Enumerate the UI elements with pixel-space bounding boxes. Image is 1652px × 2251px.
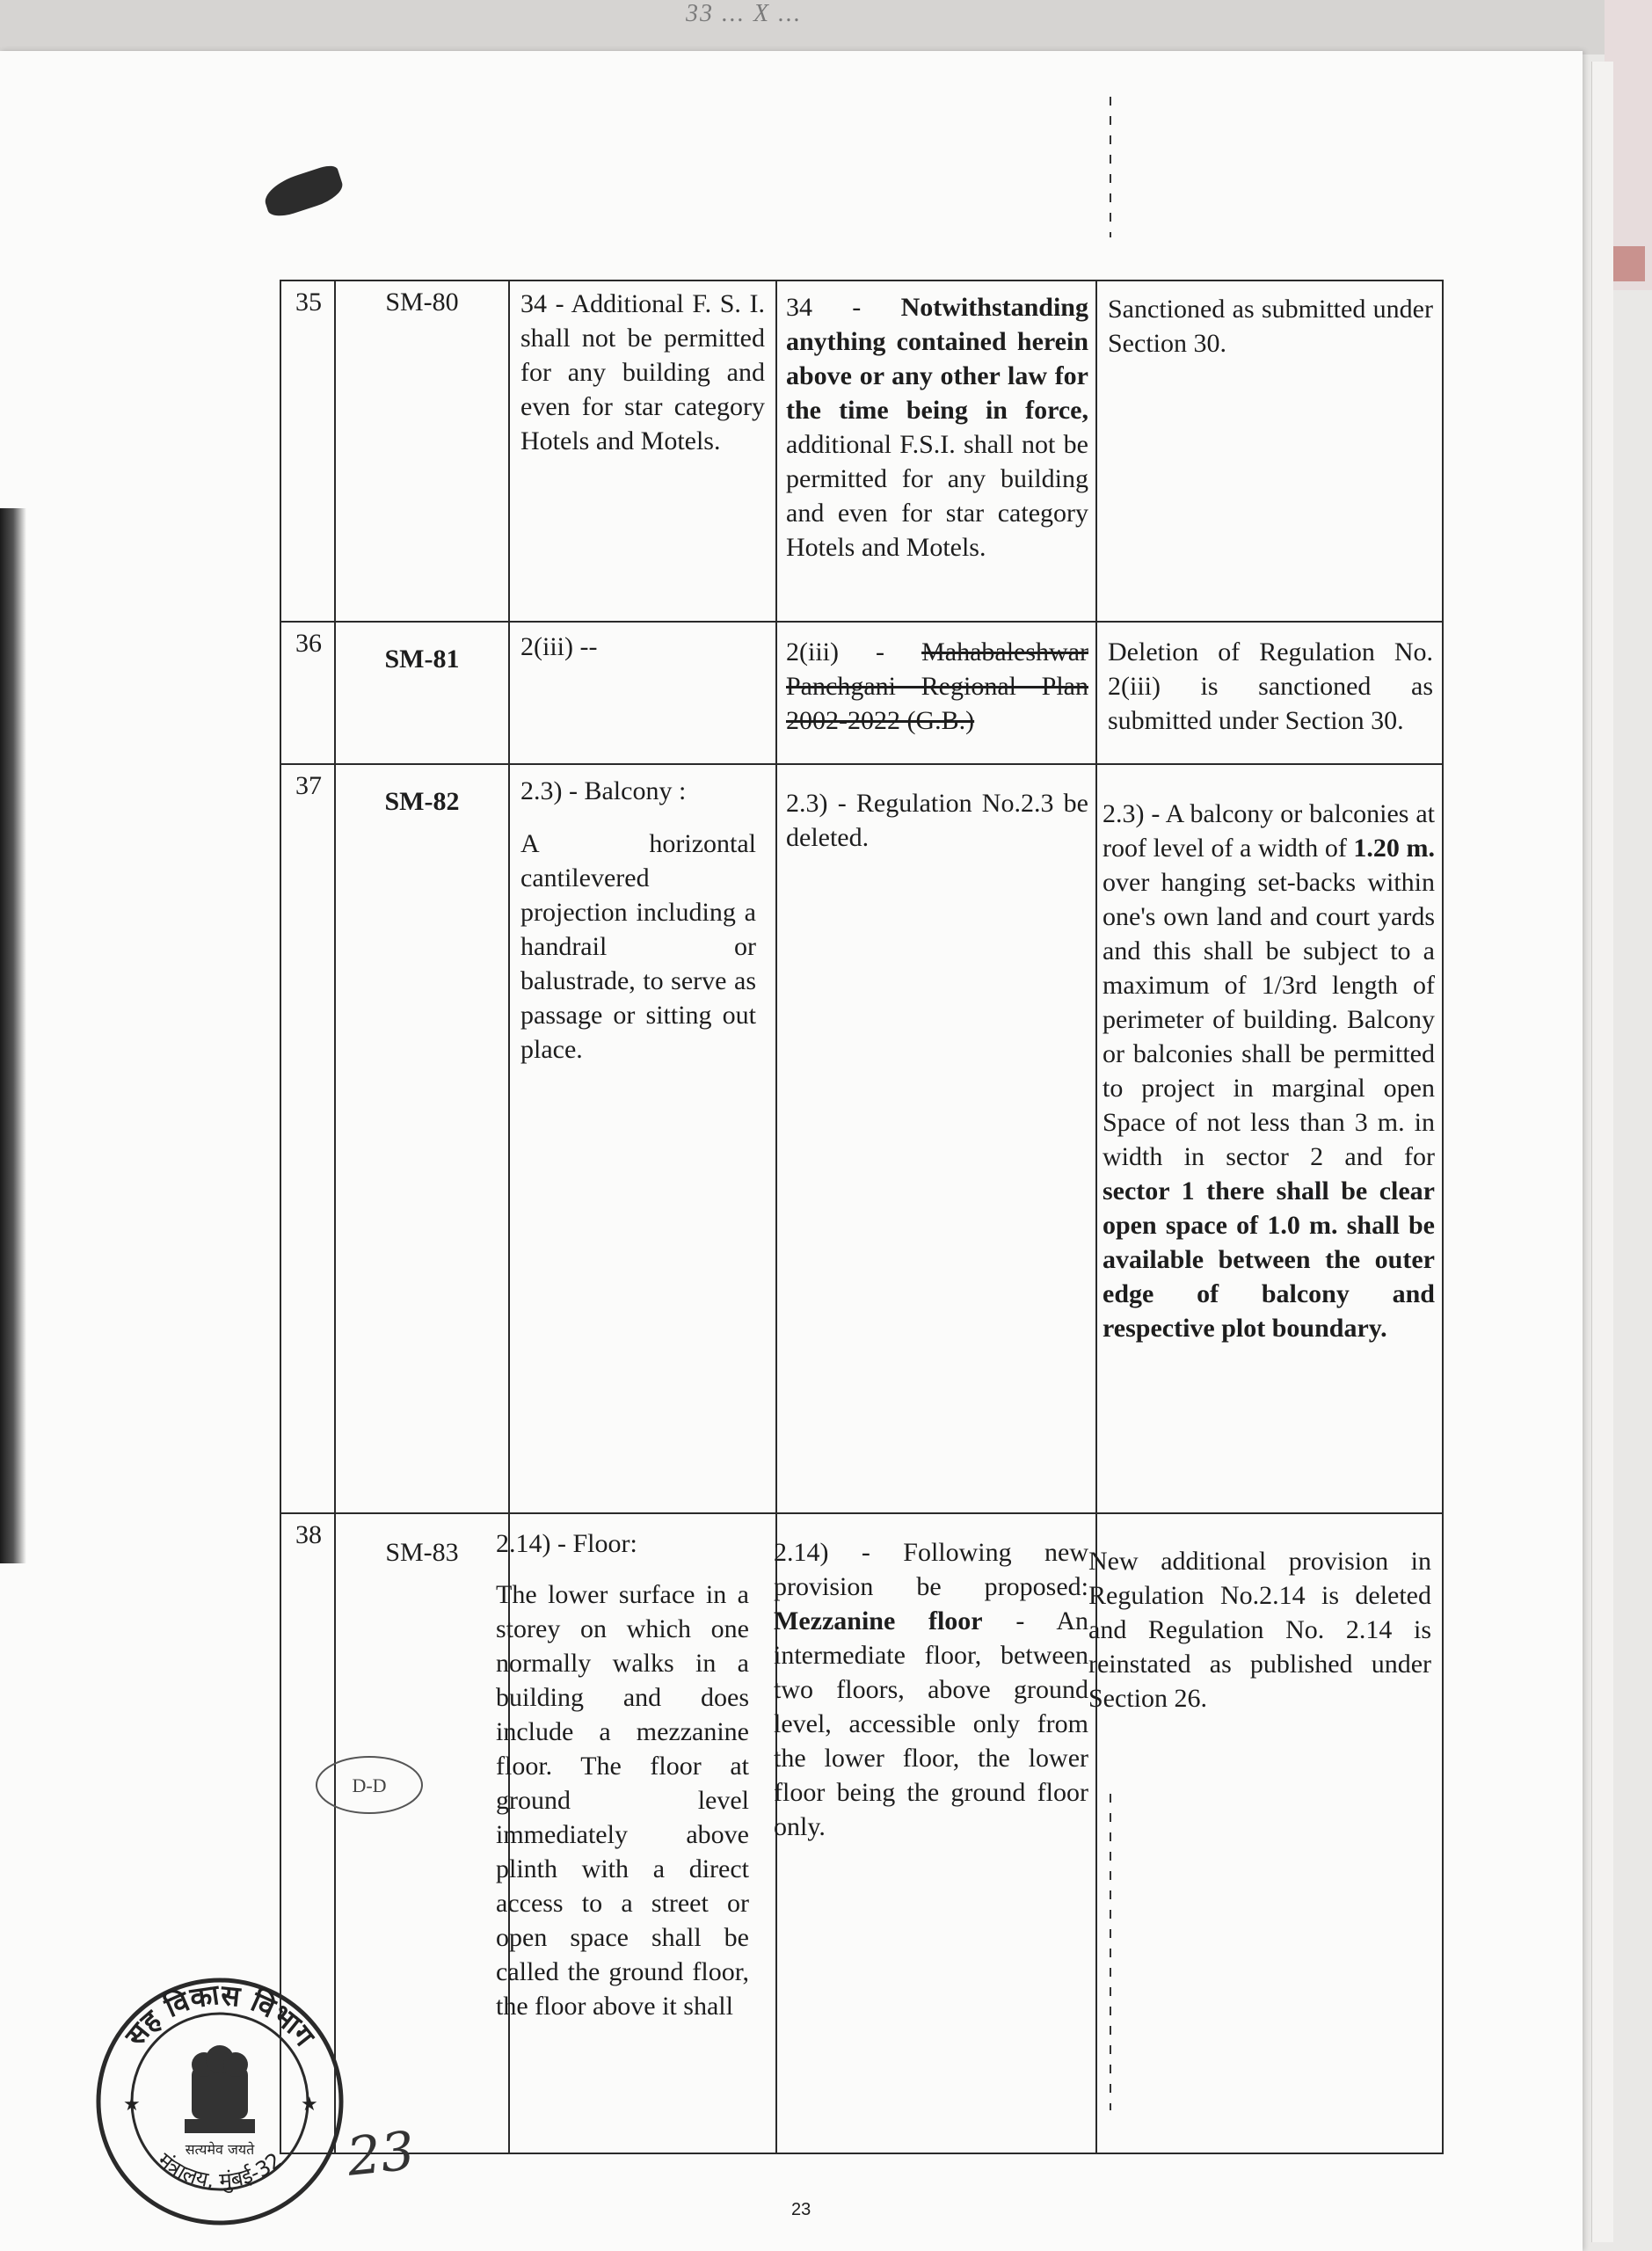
row-38-sanction: New additional provision in Regulation No.2.14 is deleted and Regulation No. 2.14 is reinstated as published under Section 26.: [1088, 1547, 1431, 1713]
row-divider-2: [281, 763, 1442, 765]
row-37-sanction-bold: sector 1 there shall be clear open space of 1.0 m. shall be available between the outer edge of balcony and respective plot boundary.: [1103, 1176, 1435, 1343]
official-seal: [88, 1970, 352, 2233]
row-37-sanction: [1103, 797, 1435, 1345]
handwritten-page-initial: 23: [344, 2120, 418, 2189]
row-37-sanction-text-2: over hanging set-backs within one's own land and court yards and this shall be subject to a maximum of 1/3rd length of perimeter of building. Balcony or balconies shall be permitted to project in marginal open Space of not less than 3 m. in width in sector 2 and for: [1103, 868, 1435, 1171]
col-divider-3: [775, 281, 777, 2153]
row-38-proposed: [774, 1535, 1088, 1844]
col-divider-1: [334, 281, 336, 2153]
row-35-proposed-bold: Notwithstanding anything contained herein above or any other law for the time being in force,: [786, 293, 1088, 425]
row-36-proposed-prefix: 2(iii) -: [786, 637, 922, 667]
margin-handwritten-mark: [308, 1741, 431, 1829]
binding-shadow: [0, 508, 26, 1563]
row-37-existing-title: 2.3) - Balcony :: [520, 776, 687, 805]
row-36-proposed-struck: Mahabaleshwar Panchgani Regional Plan 2002-2022 (G.B.): [786, 637, 1088, 735]
regulation-table: [280, 280, 1444, 2154]
ashoka-emblem-icon: [185, 2045, 255, 2133]
row-38-existing-title: 2.14) - Floor:: [496, 1529, 637, 1558]
row-38-existing: The lower surface in a storey on which one normally walks in a building and does include a mezzanine floor. The floor at ground level immediately above plinth with a direct access to a street or open space shall be called the ground floor, the floor above it shall: [496, 1580, 749, 2021]
row-36-proposed: [786, 635, 1088, 738]
row-35-code: SM-80: [385, 288, 459, 317]
row-38-proposed-rest: - An intermediate floor, between two floors, above ground level, accessible only from the lower floor, the lower floor being the ground floor only.: [774, 1606, 1088, 1841]
row-35-sr: 35: [295, 288, 322, 317]
margin-dash-line: [1110, 97, 1111, 237]
row-37-proposed: 2.3) - Regulation No.2.3 be deleted.: [786, 789, 1088, 852]
page-number: 23: [791, 2200, 811, 2219]
underlying-sheet-edge: [1591, 62, 1613, 2242]
seal-star-icon-right: ★: [301, 2093, 318, 2115]
row-35-proposed: [786, 290, 1088, 565]
row-37-sanction-width: 1.20 m.: [1353, 834, 1435, 863]
row-divider-1: [281, 621, 1442, 623]
scan-top-strip: [0, 0, 1652, 55]
row-35-sanction: Sanctioned as submitted under Section 30.: [1108, 295, 1433, 358]
row-38-code: SM-83: [385, 1538, 459, 1567]
row-37-sr: 37: [295, 771, 322, 800]
margin-mark-text: D-D: [352, 1774, 387, 1796]
row-35-proposed-prefix: 34 -: [786, 293, 901, 322]
margin-dash-line-lower: [1110, 1794, 1111, 2110]
row-36-existing: 2(iii) --: [520, 632, 598, 661]
torn-corner-mark: [260, 163, 346, 221]
seal-motto: सत्यमेव जयते: [185, 2141, 255, 2158]
row-36-sanction: Deletion of Regulation No. 2(iii) is sanctioned as submitted under Section 30.: [1108, 637, 1433, 735]
row-38-proposed-prefix: 2.14) - Following new provision be proposed:: [774, 1538, 1088, 1601]
row-37-sanction-text: 2.3) - A balcony or balconies at roof level of a width of: [1103, 799, 1435, 863]
seal-star-icon: ★: [123, 2093, 141, 2115]
row-37-existing: A horizontal cantilevered projection including a handrail or balustrade, to serve as passage or sitting out place.: [520, 829, 756, 1064]
row-35-proposed-rest: additional F.S.I. shall not be permitted for any building and even for star category Hotels and Motels.: [786, 430, 1088, 562]
col-divider-4: [1095, 281, 1097, 2153]
row-38-sr: 38: [295, 1520, 322, 1549]
row-36-code: SM-81: [384, 645, 460, 674]
seal-text-top: सह विकास विभाग: [118, 1978, 322, 2052]
top-handwritten-note: 33 ... X ...: [686, 0, 803, 27]
row-divider-3: [281, 1512, 1442, 1514]
row-38-proposed-bold: Mezzanine floor: [774, 1606, 983, 1635]
row-37-code: SM-82: [384, 787, 460, 816]
seal-text-bottom: मंत्रालय, मुंबई-32: [153, 2147, 287, 2194]
row-35-existing: 34 - Additional F. S. I. shall not be permitted for any building and even for star category Hotels and Motels.: [520, 289, 765, 455]
row-36-sr: 36: [295, 629, 322, 658]
